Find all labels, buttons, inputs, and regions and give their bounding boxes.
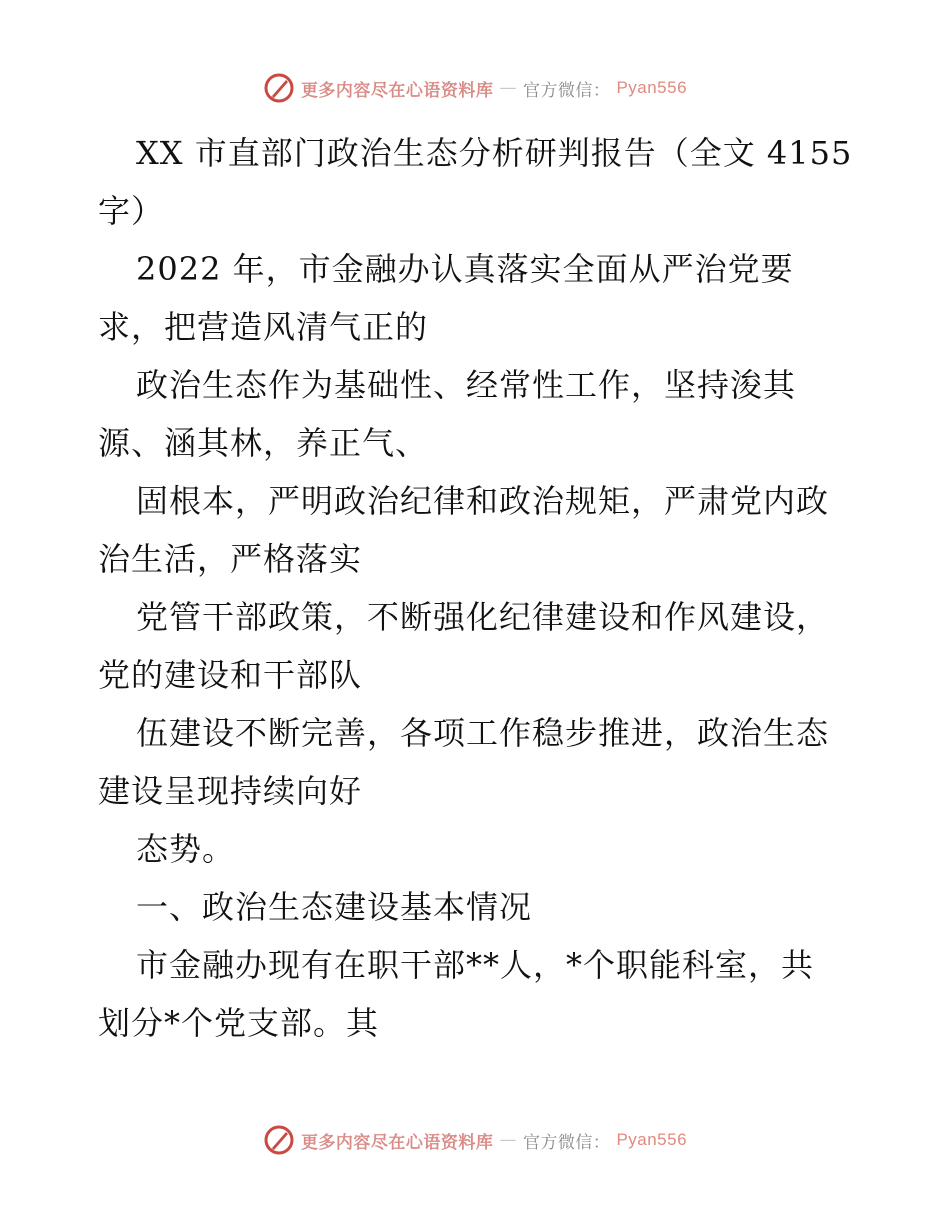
- watermark-separator: —: [499, 78, 517, 98]
- watermark-sub-text: 官方微信：: [522, 80, 611, 101]
- body-line: 治生活，严格落实: [98, 540, 363, 578]
- body-line: 党管干部政策，不断强化纪律建设和作风建设，: [136, 598, 830, 636]
- body-line: 建设呈现持续向好: [98, 772, 363, 810]
- header-watermark: [0, 72, 950, 104]
- title-line-1: XX 市直部门政治生态分析研判报告（全文 4155: [136, 134, 853, 172]
- watermark-main-text: 更多内容尽在心语资料库: [300, 80, 494, 101]
- body-line: 态势。: [136, 830, 236, 868]
- quill-logo-icon: [263, 72, 295, 104]
- body-line: 2022 年，市金融办认真落实全面从严治党要: [136, 250, 794, 288]
- watermark-id: Pyan556: [616, 78, 688, 97]
- body-line: 党的建设和干部队: [98, 656, 363, 694]
- document-body: [98, 124, 858, 1052]
- body-line: 划分*个党支部。其: [98, 1004, 380, 1042]
- watermark-main-text: 更多内容尽在心语资料库: [300, 1132, 494, 1153]
- quill-logo-icon: [263, 1124, 295, 1156]
- watermark-separator: —: [499, 1130, 517, 1150]
- watermark-id: Pyan556: [616, 1130, 688, 1149]
- body-line: 源、涵其林，养正气、: [98, 424, 429, 462]
- body-line: 政治生态作为基础性、经常性工作，坚持浚其: [136, 366, 797, 404]
- body-line: 市金融办现有在职干部**人，*个职能科室，共: [136, 946, 815, 984]
- footer-watermark: [0, 1124, 950, 1156]
- body-line: 求，把营造风清气正的: [98, 308, 429, 346]
- section-heading: 一、政治生态建设基本情况: [136, 888, 533, 926]
- watermark-sub-text: 官方微信：: [522, 1132, 611, 1153]
- body-line: 伍建设不断完善，各项工作稳步推进，政治生态: [136, 714, 830, 752]
- title-line-2: 字）: [98, 192, 165, 230]
- body-line: 固根本，严明政治纪律和政治规矩，严肃党内政: [136, 482, 830, 520]
